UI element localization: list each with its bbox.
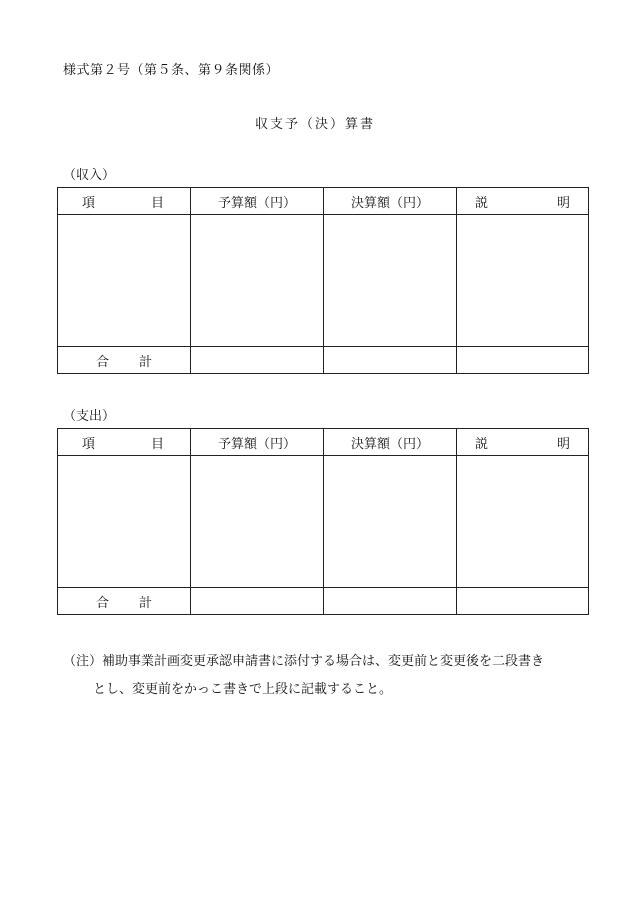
expense-total-label-cell — [58, 588, 191, 615]
income-total-char1: 合 — [96, 354, 110, 370]
income-header-description — [457, 188, 589, 215]
income-total-row — [58, 347, 589, 374]
expense-item-cell[interactable] — [58, 456, 191, 588]
income-body-row — [58, 215, 589, 347]
form-number: 様式第２号（第５条、第９条関係） — [63, 63, 280, 78]
income-total-budget-cell[interactable] — [191, 347, 324, 374]
expense-section-label: （支出） — [63, 409, 116, 424]
expense-header-description-char2: 明 — [556, 436, 570, 452]
income-total-settlement-cell[interactable] — [324, 347, 457, 374]
expense-table — [57, 428, 589, 615]
expense-header-item-char1: 項 — [82, 436, 96, 452]
expense-settlement-cell[interactable] — [324, 456, 457, 588]
income-total-label-cell — [58, 347, 191, 374]
income-header-description-char1: 説 — [475, 195, 489, 211]
income-table — [57, 187, 589, 374]
income-item-cell[interactable] — [58, 215, 191, 347]
expense-total-settlement-cell[interactable] — [324, 588, 457, 615]
income-description-cell[interactable] — [457, 215, 589, 347]
note-line-1: （注）補助事業計画変更承認申請書に添付する場合は、変更前と変更後を二段書き — [63, 654, 545, 669]
income-section-label: （収入） — [63, 168, 116, 183]
expense-total-description-cell[interactable] — [457, 588, 589, 615]
income-total-description-cell[interactable] — [457, 347, 589, 374]
income-header-item — [58, 188, 191, 215]
income-header-item-char1: 項 — [82, 195, 96, 211]
expense-total-char1: 合 — [96, 595, 110, 611]
income-header-description-char2: 明 — [556, 195, 570, 211]
document-title: 収支予（決）算書 — [254, 117, 375, 132]
expense-header-item — [58, 429, 191, 456]
expense-header-settlement: 決算額（円） — [324, 429, 457, 456]
expense-total-char2: 計 — [138, 595, 152, 611]
expense-total-budget-cell[interactable] — [191, 588, 324, 615]
expense-header-row — [58, 429, 589, 456]
note-line-2: とし、変更前をかっこ書きで上段に記載すること。 — [93, 682, 393, 697]
income-header-budget: 予算額（円） — [191, 188, 324, 215]
income-header-settlement: 決算額（円） — [324, 188, 457, 215]
income-header-item-char2: 目 — [150, 195, 164, 211]
income-total-char2: 計 — [138, 354, 152, 370]
expense-header-item-char2: 目 — [150, 436, 164, 452]
expense-header-budget: 予算額（円） — [191, 429, 324, 456]
expense-total-row — [58, 588, 589, 615]
income-budget-cell[interactable] — [191, 215, 324, 347]
expense-header-description-char1: 説 — [475, 436, 489, 452]
note — [63, 648, 588, 704]
income-settlement-cell[interactable] — [324, 215, 457, 347]
expense-description-cell[interactable] — [457, 456, 589, 588]
expense-header-description — [457, 429, 589, 456]
expense-body-row — [58, 456, 589, 588]
expense-budget-cell[interactable] — [191, 456, 324, 588]
income-header-row — [58, 188, 589, 215]
